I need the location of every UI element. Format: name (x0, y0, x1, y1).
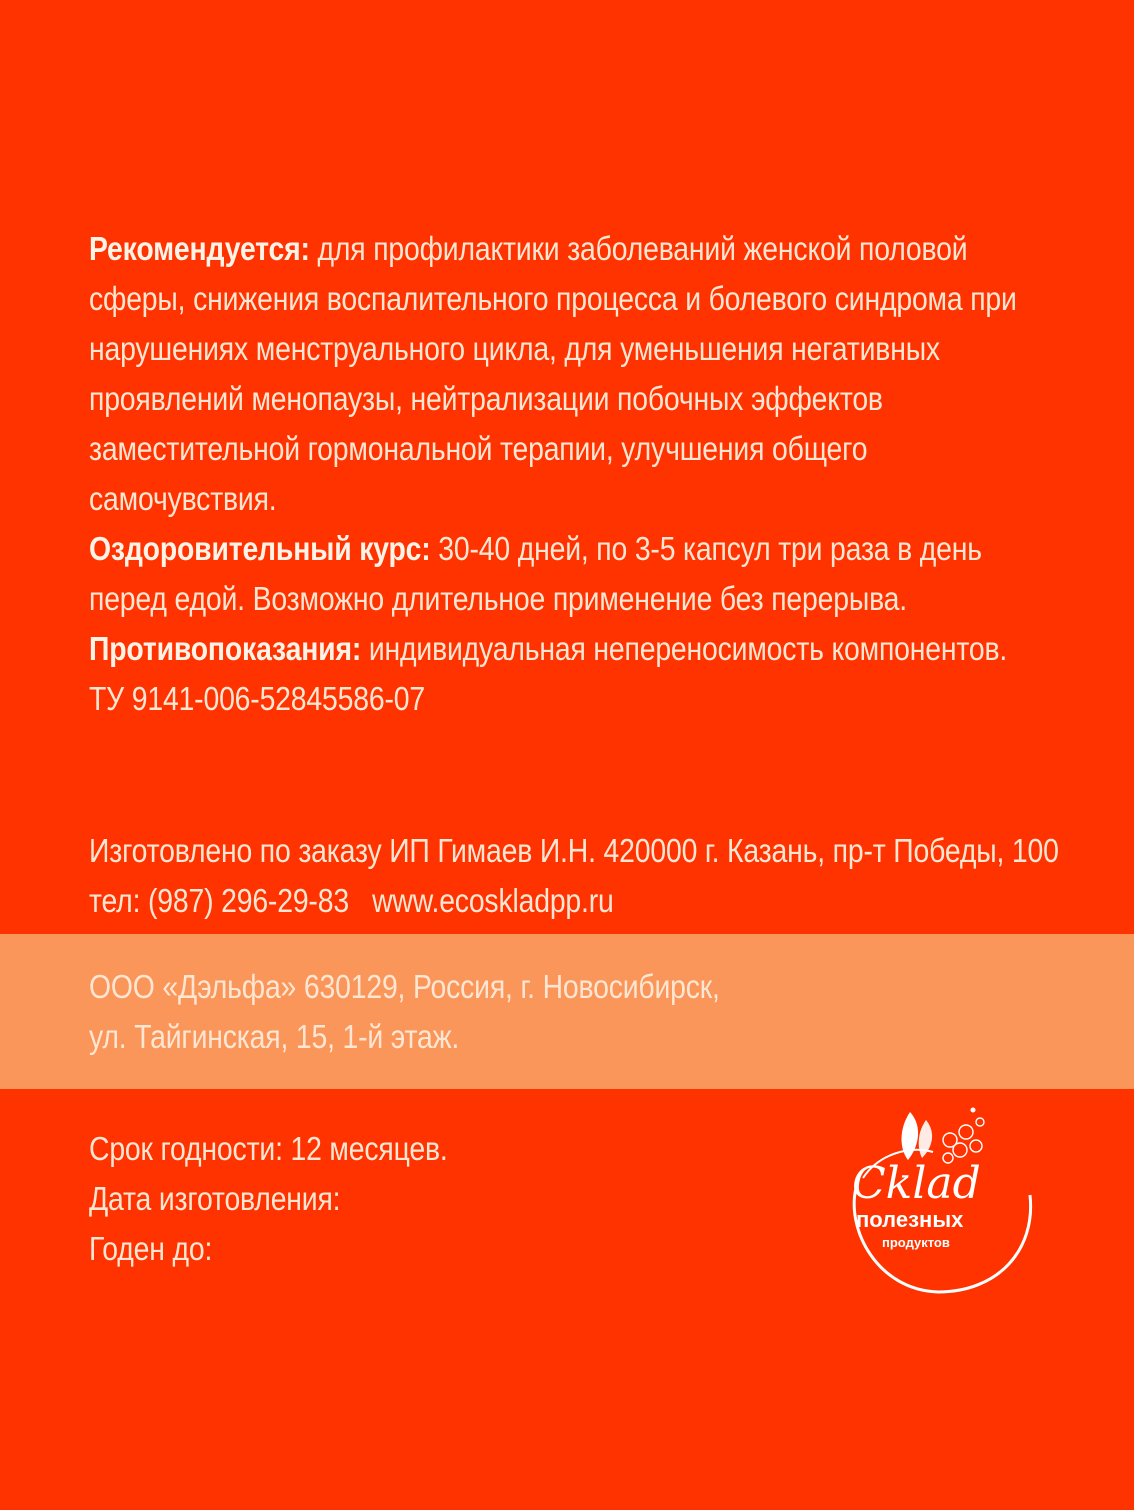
logo-leaf-2 (919, 1120, 932, 1158)
recommend-line-3: нарушениях менструального цикла, для уменьшения негативных (89, 330, 940, 367)
recommend-line-5: заместительной гормональной терапии, улучшения общего (89, 430, 868, 467)
logo-leaf-1 (902, 1112, 919, 1160)
brand-logo-icon (838, 1100, 1038, 1300)
contra-line (89, 624, 1121, 674)
course-label: Оздоровительный курс: (89, 530, 431, 567)
producer-line-1: ООО «Дэльфа» 630129, Россия, г. Новосибирск, (89, 968, 720, 1005)
shelf-life: Срок годности: 12 месяцев. (89, 1130, 448, 1167)
brand-logo (838, 1100, 1038, 1300)
producer-line-2: ул. Тайгинская, 15, 1-й этаж. (89, 1018, 460, 1055)
logo-subtitle-1: полезных (856, 1207, 964, 1232)
maker-line-1: Изготовлено по заказу ИП Гимаев И.Н. 420000 г. Казань, пр-т Победы, 100 (89, 832, 1059, 869)
maker-line-2: тел: (987) 296-29-83 www.ecoskladpp.ru (89, 882, 614, 919)
course-line-1 (89, 524, 1121, 574)
tu-code: ТУ 9141-006-52845586-07 (89, 680, 425, 717)
logo-subtitle-2: продуктов (882, 1235, 950, 1250)
course-line-2: перед едой. Возможно длительное применение без перерыва. (89, 580, 907, 617)
recommend-line-6: самочувствия. (89, 480, 277, 517)
manufacture-date: Дата изготовления: (89, 1180, 341, 1217)
recommend-line-2: сферы, снижения воспалительного процесса и болевого синдрома при (89, 280, 1017, 317)
recommend-line-4: проявлений менопаузы, нейтрализации побочных эффектов (89, 380, 883, 417)
logo-word: Сklad (852, 1158, 981, 1209)
valid-until: Годен до: (89, 1230, 213, 1267)
course-text-1: 30-40 дней, по 3-5 капсул три раза в день (430, 530, 982, 567)
logo-dot (971, 1108, 976, 1113)
producer-info (89, 962, 1121, 1062)
recommend-text-1: для профилактики заболеваний женской половой (309, 230, 968, 267)
maker-info (89, 826, 1121, 926)
product-description (89, 224, 1121, 724)
contra-text: индивидуальная непереносимость компонентов. (361, 630, 1008, 667)
recommend-label: Рекомендуется: (89, 230, 310, 267)
contra-label: Противопоказания: (89, 630, 362, 667)
dates-block (89, 1124, 949, 1274)
recommend-line-1 (89, 224, 1121, 274)
logo-molecule (943, 1118, 984, 1163)
